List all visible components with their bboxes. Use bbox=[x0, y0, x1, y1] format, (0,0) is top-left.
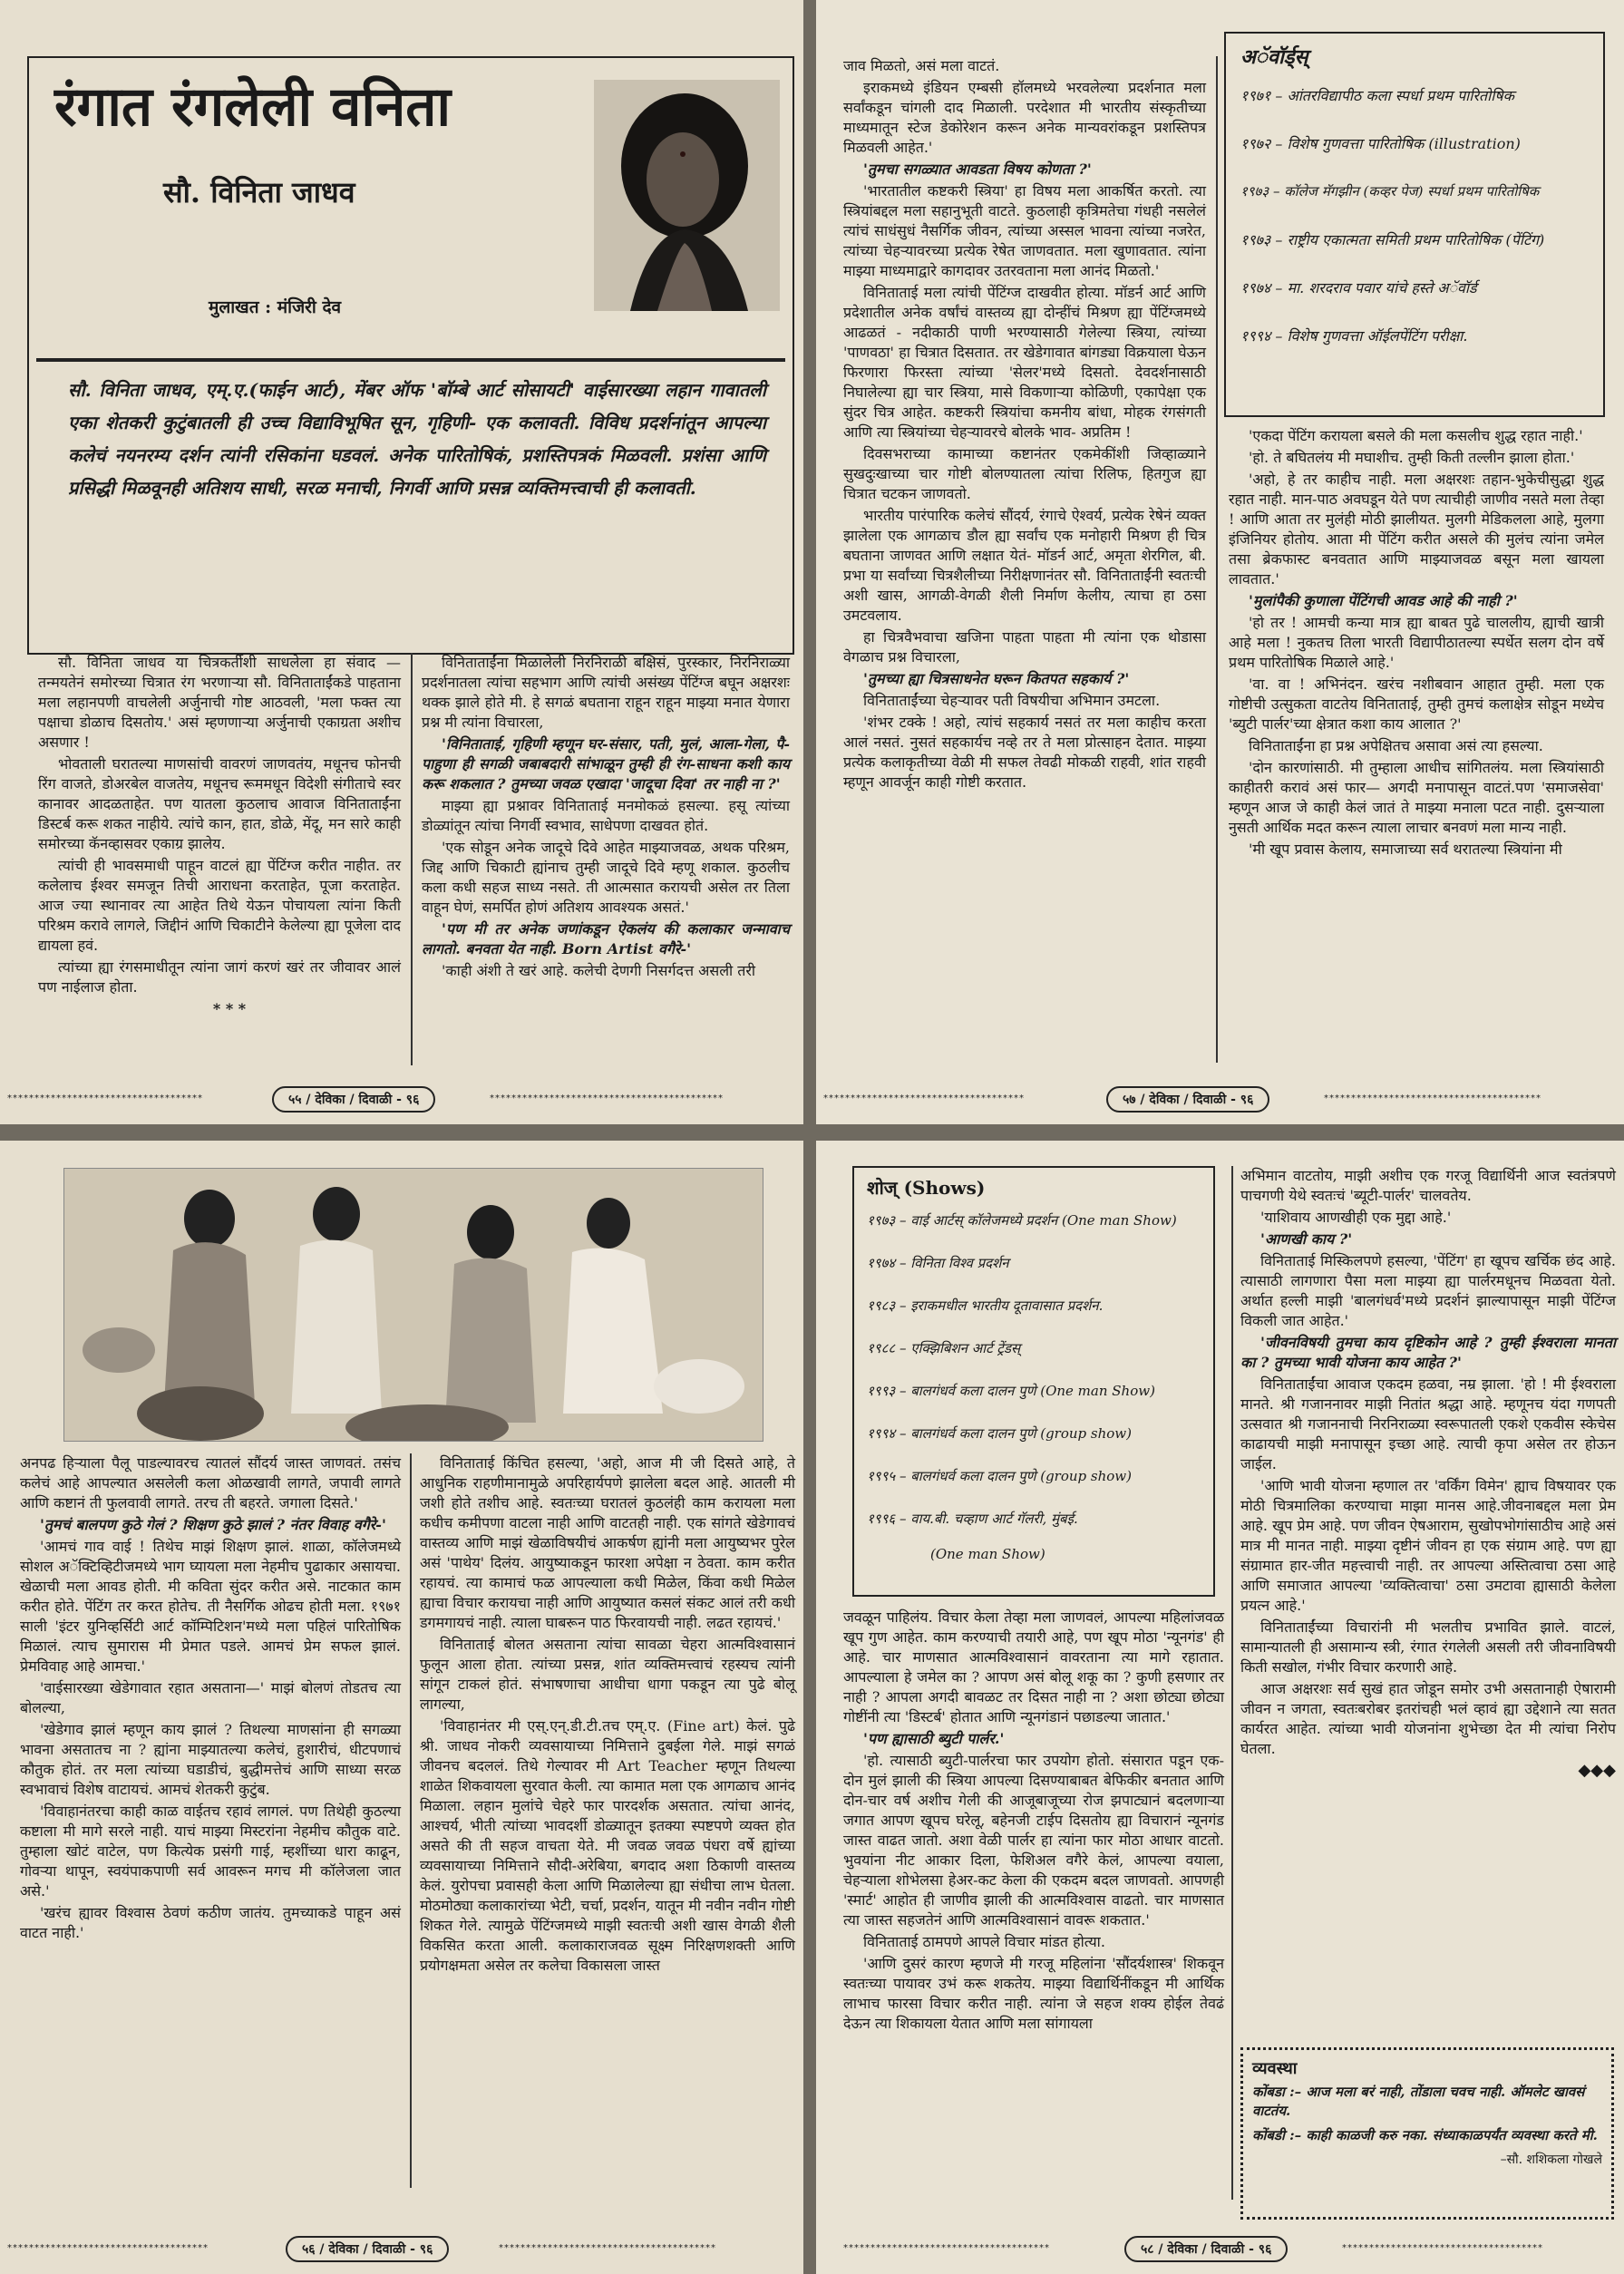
question: 'तुमचा सगळ्यात आवडता विषय कोणता ?' bbox=[863, 160, 1092, 178]
page-57 bbox=[816, 0, 1624, 1124]
paragraph: भारतीय पारंपारिक कलेचं सौंदर्य, रंगाचे ऐश्वर्य, प्रत्येक रेषेनं व्यक्त झालेला एक आगळाच डौल ह्या सर्वांच एक मनोहारी मिश्रण ही चित्र बघताना जाणवत आणि लक्षात येतं- मॉडर्न आर्ट, अमृता शेरगिल, बी. प्रभा या सर्वांच्या चित्रशैलीच्या निरीक्षणानंतर सौ. विनिताताईंनी स्वतःची अशी खास, आगळी-वेगळी शैली निर्माण केलीय, त्याचा हा ठसा उमटवलाय. bbox=[843, 507, 1206, 624]
award-item: १९७२ – विशेष गुणवत्ता पारितोषिक (illustration) bbox=[1240, 135, 1521, 152]
vyavastha-title: व्यवस्था bbox=[1252, 2059, 1298, 2078]
show-item: १९७४ – विनिता विश्व प्रदर्शन bbox=[867, 1255, 1009, 1271]
vyavastha-line: कोंबडी :– काही काळजी करु नका. संध्याकाळपर्यंत व्यवस्था करते मी. bbox=[1252, 2127, 1598, 2143]
paragraph: विनिताताईंना हा प्रश्न अपेक्षितच असावा असं त्या हसल्या. bbox=[1249, 737, 1543, 754]
paragraph: विनिताताईंच्या विचारांनी मी भलतीच प्रभावित झाले. वाटलं, सामान्यातली ही असामान्य स्त्री, रंगात रंगलेली असली तरी जीवनाविषयी किती सखोल, गंभीर विचार करणारी आहे. bbox=[1240, 1618, 1616, 1676]
paragraph: विनिताताई किंचित हसल्या, 'अहो, आज मी जी दिसते आहे, ते आधुनिक राहणीमानामुळे अपरिहार्यपणे झालेला बदल आहे. आतली मी जशी होते तशीच आहे. स्वतःच्या घरातलं कुठलंही काम करायला मला कधीच कमीपणा वाटला नाही आणि वाटतही नाही. एक सांगते खेडेगावचं वास्तव्य आणि माझं खेळाविषयीचं आकर्षण ह्यांनी मला आयुष्यभर पुरेल असं 'पाथेय' दिलंय. आयुष्याकडून फारशा अपेक्षा न ठेवता. काम करीत रहायचं. त्या कामाचं फळ आपल्याला कधी मिळेल, किंवा कधी मिळेल ह्याचा विचार करायचा नाही आणि आयुष्यात कसलं संकट आलं तरी कधी डगमगायचं नाही. त्याला घाबरून पाठ फिरवायची नाही. लढत रहायचं.' bbox=[420, 1454, 795, 1631]
paragraph: 'खेडेगाव झालं म्हणून काय झालं ? तिथल्या माणसांना ही सगळ्या भावना असतातच ना ? ह्यांना माझ्यातल्या कलेचं, हुशारीचं, धीटपणाचं कौतुक होतं. तर मला त्यांच्या घडाडीचं, बुद्धीमत्तेचं आणि साध्या सरळ स्वभावाचं विशेष वाटायचं. आमचं शेतकरी कुटुंब. bbox=[20, 1721, 401, 1798]
page-58 bbox=[816, 1141, 1624, 2274]
column-divider bbox=[1231, 1166, 1233, 2200]
page-number: ५६ / देविका / दिवाळी - ९६ bbox=[286, 2236, 449, 2262]
page-55 bbox=[0, 0, 803, 1124]
paragraph: विनिताताईंचा आवाज एकदम हळवा, नम्र झाला. 'हो ! मी ईश्वराला मानते. श्री गजाननावर माझी नितांत श्रद्धा आहे. म्हणूनच यंदा गणपती उत्सवात श्री गजाननाची निरनिराळ्या स्वरूपातली एकशे एकवीस स्केचेस काढायची माझी मनापासून इच्छा आहे. त्याची कृपा असेल तर होऊन जाईल. bbox=[1240, 1375, 1616, 1472]
show-item: १९८३ – इराकमधील भारतीय दूतावासात प्रदर्शन. bbox=[867, 1297, 1104, 1314]
paragraph: विनिताताईंच्या चेहऱ्यावर पती विषयीचा अभिमान उमटला. bbox=[863, 692, 1161, 709]
question: 'विनिताताई, गृहिणी म्हणून घर-संसार, पती, मुलं, आला-गेला, पै-पाहुणा ही सगळी जबाबदारी सांभाळून तुम्ही ही रंग-साधना कशी काय करू शकलात ? तुमच्या जवळ एखादा 'जादूचा दिवा' तर नाही ना ?' bbox=[422, 735, 790, 792]
page-number: ५५ / देविका / दिवाळी - ९६ bbox=[272, 1086, 435, 1113]
show-item-note: (One man Show) bbox=[930, 1546, 1045, 1562]
question: 'आणखी काय ?' bbox=[1260, 1230, 1353, 1248]
column-2 bbox=[420, 1453, 795, 1978]
paragraph: विनिताताई मला त्यांची पेंटिंग्ज दाखवीत होत्या. मॉडर्न आर्ट आणि प्रदेशातील अनेक वर्षांचं वास्तव्य ह्या दोन्हींचं मिश्रण ह्या पेंटिंग्जमध्ये आढळतं - नदीकाठी पाणी भरण्यासाठी गेलेल्या स्त्रिया, त्यांच्या 'पाणवठा' हा चित्रात दिसतात. तर खेडेगावात बांगड्या विक्रयाला घेऊन फिरणारा फिरस्ता त्यांच्या 'सेलर'मध्ये दिसतो. देवदर्शनासाठी निघालेल्या ह्या चार स्त्रिया, मासे विकणाऱ्या कोळिणी, एकापेक्षा एक सुंदर चित्र आहेत. कष्टकरी स्त्रियांचा कमनीय बांधा, मोहक रंगसंगती आणि त्या स्त्रियांच्या चेहऱ्यावरचे बोलके भाव- अप्रतिम ! bbox=[843, 284, 1206, 441]
vyavastha-author: –सौ. शशिकला गोखले bbox=[1500, 2153, 1602, 2167]
paragraph: हा चित्रवैभवाचा खजिना पाहता पाहता मी त्यांना एक थोडासा वेगळाच प्रश्न विचारला, bbox=[843, 628, 1206, 666]
paragraph: 'विवाहानंतर मी एस्.एन्.डी.टी.तच एम्.ए. (Fine art) केलं. पुढे श्री. जाधव नोकरी व्यवसायाच्या निमित्ताने दुबईला गेले. माझं सगळं जीवनच बदललं. तिथे गेल्यावर मी Art Teacher म्हणून तिथल्या शाळेत शिकवायला सुरवात केली. त्या कामात मला एक आगळाच आनंद मिळाला. लहान मुलांचे चेहरे फार पारदर्शक असतात. त्यांचा आनंद, आश्चर्य, भीती त्यांच्या भावदर्शी डोळ्यातून इतक्या स्पष्टपणे व्यक्त होत असते की ती सहज वाचता येते. मी जवळ जवळ पंधरा वर्षे ह्यांच्या व्यवसायाच्या निमित्ताने सौदी-अरेबिया, बगदाद अशा ठिकाणी वास्तव्य केलं. युरोपचा प्रवासही केला आणि मिळालेल्या ह्या संधीचा लाभ घेतला. मोठमोठ्या कलाकारांच्या भेटी, चर्चा, प्रदर्शन, यातून मी नवीन नवीन गोष्टी शिकत गेले. त्यामुळे पेंटिंग्जमध्ये माझी स्वतःची अशी खास वेगळी शैली विकसित करता आली. कलाकाराजवळ सूक्ष्म निरिक्षणशक्ती आणि प्रयोगक्षमता असेल तर कलेचा विकासला जास्त bbox=[420, 1717, 795, 1974]
portrait-image bbox=[594, 80, 780, 311]
paragraph: 'भारतातील कष्टकरी स्त्रिया' हा विषय मला आकर्षित करतो. त्या स्त्रियांबद्दल मला सहानुभूती वाटते. कुठलाही कृत्रिमतेचा गंधही नसलेलं त्यांचं साधंसुधं नैसर्गिक जीवन, त्यांच्या अस्सल भावना त्यांच्या नजरेत, त्यांच्या चेहऱ्यावरच्या प्रत्येक रेषेत जाणवतात. मला खुणावतात. त्यांना माझ्या माध्यमाद्वारे कागदावर उतरवताना मला आनंद मिळतो.' bbox=[843, 182, 1206, 279]
paragraph: इराकमध्ये इंडियन एम्बसी हॉलमध्ये भरवलेल्या प्रदर्शनात मला सर्वांकडून चांगली दाद मिळाली. परदेशात मी भारतीय संस्कृतीच्या माध्यमातून स्टेज डेकोरेशन करून अनेक मान्यवरांकडून प्रशस्तिपत्र मिळवली आहेत.' bbox=[843, 79, 1206, 156]
section-end: * * * bbox=[212, 1000, 247, 1017]
show-item: १९९५ – बालगंधर्व कला दालन पुणे (group show) bbox=[867, 1468, 1132, 1484]
award-item: १९७१ – आंतरविद्यापीठ कला स्पर्धा प्रथम पारितोषिक bbox=[1240, 87, 1514, 104]
paragraph: भोवताली घरातल्या माणसांची वावरणं जाणवतंय, मधूनच फोनची रिंग वाजते, डोअरबेल वाजतेय, मधूनच रूममधून विदेशी संगीताचे स्वर कानावर आदळताहेत. पण यातला कुठलाच आवाज विनिताताईंना डिस्टर्ब करू शकत नाहीये. त्यांचे कान, हात, डोळे, मेंदू, मन सारे काही समोरच्या कॅनव्हासवर एकाग्र झालेय. bbox=[38, 755, 401, 852]
paragraph: विनिताताई मिस्किलपणे हसल्या, 'पेंटिंग' हा खूपच खर्चिक छंद आहे. त्यासाठी लागणारा पैसा मला माझ्या ह्या पार्लरमधूनच मिळवता येतो. अर्थात हल्ली माझी 'बालगंधर्व'मध्ये प्रदर्शनं झाल्यापासून माझी पेंटिंग्ज विकली जात आहेत.' bbox=[1240, 1252, 1616, 1329]
shows-box bbox=[852, 1166, 1215, 1597]
article-title: रंगात रंगलेली वनिता bbox=[54, 75, 451, 139]
interviewer: मुलाखत : मंजिरी देव bbox=[209, 297, 342, 317]
awards-box bbox=[1224, 32, 1605, 417]
question: 'तुमच्या ह्या चित्रसाधनेत घरून कितपत सहकार्य ?' bbox=[863, 670, 1130, 687]
show-item: १९९३ – बालगंधर्व कला दालन पुणे (One man Show) bbox=[867, 1383, 1155, 1399]
paragraph: माझ्या ह्या प्रश्नावर विनिताताई मनमोकळं हसल्या. हसू त्यांच्या डोळ्यांतून त्यांचा निगर्वी स्वभाव, साधेपणा दाखवत होतं. bbox=[422, 797, 790, 834]
paragraph: जवळून पाहिलंय. विचार केला तेव्हा मला जाणवलं, आपल्या महिलांजवळ खूप गुण आहेत. काम करण्याची तयारी आहे, पण खूप मोठा 'न्यूनगंड' ही आहे. चार माणसात आत्मविश्वासानं वावरताना त्या मागे रहातात. आपल्याला हे जमेल का ? आपण असं बोलू शकू का ? कुणी हसणार तर नाही ? आपला अगदी बावळट तर दिसत नाही ना ? अशा छोट्या छोट्या गोष्टींनी त्या 'डिस्टर्ब' होतात आणि न्यूनगंडानं पछाडल्या जातात.' bbox=[843, 1608, 1224, 1725]
column-2 bbox=[422, 653, 790, 983]
question: 'तुमचं बालपण कुठे गेलं ? शिक्षण कुठे झालं ? नंतर विवाह वगैरे-' bbox=[40, 1516, 386, 1533]
paragraph: विनिताताई ठामपणे आपले विचार मांडत होत्या. bbox=[863, 1933, 1105, 1950]
paragraph: 'दोन कारणांसाठी. मी तुम्हाला आधीच सांगितलंय. मला स्त्रियांसाठी काहीतरी करावं असं फार— अगदी मनापासून वाटतं.पण 'समाजसेवा' म्हणून आज जे काही केलं जातं ते माझ्या मनाला पटत नाही. दुसऱ्याला नुसती आर्थिक मदत करून त्याला लाचार बनवणं मला मान्य नाही. bbox=[1229, 759, 1604, 836]
show-item: १९७३ – वाई आर्टस् कॉलेजमध्ये प्रदर्शन (One man Show) bbox=[867, 1212, 1177, 1229]
paragraph: 'मी खूप प्रवास केलाय, समाजाच्या सर्व थरातल्या स्त्रियांना मी bbox=[1249, 841, 1562, 858]
paragraph: 'विवाहानंतरचा काही काळ वाईतच रहावं लागलं. पण तिथेही कुठल्या कष्टाला मी मागे सरले नाही. याचं माझ्या मिस्टरांना नेहमीच कौतुक वाटे. तुम्हाला खोटं वाटेल, पण कित्येक प्रसंगी गाई, म्हशींच्या धारा काढून, गोवऱ्या थापून, स्वयंपाकपाणी सर्व आवरून मगच मी कॉलेजला जात असे.' bbox=[20, 1803, 401, 1900]
award-item: १९७४ – मा. शरदराव पवार यांचे हस्ते अॅवॉर्ड bbox=[1240, 279, 1477, 296]
vyavastha-line: कोंबडा :– आज मला बरं नाही, तोंडाला चवच नाही. ऑमलेट खावसं वाटतंय. bbox=[1252, 2084, 1585, 2119]
column-1 bbox=[843, 1608, 1224, 2036]
painting-image bbox=[64, 1169, 763, 1441]
section-end: ◆◆◆ bbox=[1578, 1761, 1616, 1780]
show-item: १९९६ – वाय.बी. चव्हाण आर्ट गॅलरी, मुंबई. bbox=[867, 1511, 1078, 1527]
title-divider bbox=[36, 358, 785, 362]
show-item: १९९४ – बालगंधर्व कला दालन पुणे (group show) bbox=[867, 1425, 1132, 1442]
column-divider bbox=[411, 653, 413, 1065]
paragraph: 'आणि भावी योजना म्हणाल तर 'वर्किंग विमेन' ह्याच विषयावर एक मोठी चित्रमालिका करण्याचा माझा मानस आहे.जीवनाबद्दल मला प्रेम आहे. खूप प्रेम आहे. पण जीवन ऐषआराम, सुखोपभोगांसाठीच आहे असं मात्र मी मानत नाही. माझ्या दृष्टीनं जीवन हा एक संग्राम आहे. पण ह्या संग्रामात हार-जीत महत्त्वाची नाही. तर आपल्या अस्तित्वाचा ठसा आहे आणि समाजात आपल्या 'व्यक्तित्वाचा' ठसा उमटावा ह्यासाठी केलेला प्रयत्न आहे.' bbox=[1240, 1477, 1616, 1614]
paragraph: 'आमचं गाव वाई ! तिथेच माझं शिक्षण झालं. शाळा, कॉलेजमध्ये सोशल अॅक्टिव्हिटीजमध्ये भाग घ्यायला मला नेहमीच पुढाकार असायचा. खेळाची मला आवड होती. मी कविता सुंदर करीत असे. नाटकात काम करीत होते. पेंटिंग तर करत होतेच. ती नैसर्गिक ओढच होती मला. १९७१ साली 'इंटर युनिव्हर्सिटी आर्ट कॉम्पिटिशन'मध्ये मला पहिलं पारितोषिक मिळालं. त्याच सुमारास मी प्रेमात पडले. आमचं प्रेम सफल झालं. प्रेमविवाह आहे आमचा.' bbox=[20, 1538, 401, 1675]
award-item: १९७३ – कॉलेज मॅगझीन (कव्हर पेज) स्पर्धा प्रथम पारितोषिक bbox=[1240, 183, 1540, 199]
column-2 bbox=[1240, 1166, 1616, 1783]
paragraph: विनिताताई बोलत असताना त्यांचा सावळा चेहरा आत्मविश्वासानं फुलून आला होता. त्यांच्या प्रसन्न, शांत व्यक्तिमत्त्वाचं रहस्यच त्यांनी सांगून टाकलं होतं. संभाषणाचा आधीचा धागा पकडून त्या पुढे बोलू लागल्या, bbox=[420, 1636, 795, 1713]
award-item: १९९४ – विशेष गुणवत्ता ऑईलपेंटिंग परीक्षा. bbox=[1240, 327, 1468, 345]
paragraph: जाव मिळतो, असं मला वाटतं. bbox=[843, 57, 1000, 74]
page-56 bbox=[0, 1141, 803, 2274]
paragraph: 'एक सोडून अनेक जादूचे दिवे आहेत माझ्याजवळ, अथक परिश्रम, जिद्द आणि चिकाटी ह्यांनाच तुम्ही जादूचे दिवे म्हणू शकाल. कुठलीच कला कधी सहज साध्य नसते. ती आत्मसात करायची असेल तर तिला वाहून घेणं, समर्पित होणं अतिशय आवश्यक असतं.' bbox=[422, 839, 790, 916]
awards-title: अॅवॉर्ड्स् bbox=[1240, 45, 1308, 69]
page-number: ५८ / देविका / दिवाळी - ९६ bbox=[1124, 2236, 1288, 2262]
column-1 bbox=[20, 1453, 401, 1945]
paragraph: 'याशिवाय आणखीही एक मुद्दा आहे.' bbox=[1260, 1209, 1452, 1226]
page-footer: ************************************* ५७ / देविका / दिवाळी - ९६ **************************************** bbox=[816, 1086, 1624, 1113]
paragraph: दिवसभराच्या कामाच्या कष्टानंतर एकमेकींशी जिव्हाळ्याने सुखदुःखाच्या चार गोष्टी बोलण्यातला त्यांचा रिलिफ, हितगुज ह्या चित्रात चटकन जाणवतो. bbox=[843, 445, 1206, 502]
painting-illustration bbox=[63, 1168, 763, 1442]
paragraph: 'अहो, हे तर काहीच नाही. मला अक्षरशः तहान-भुकेचीसुद्धा शुद्ध रहात नाही. मान-पाठ अवघडून येते पण त्याचीही जाणीव नसते मला तेव्हा ! आणि आता तर मुलंही मोठी झालीयत. मुलगी मेडिकलला आहे, मुलगा इंजिनियर होतोय. आता मी पेंटिंग करीत असले की मुलंच त्यांना जमेल तसा ब्रेकफास्ट बनवतात आणि माझ्याजवळ बसून मला खायला लावतात.' bbox=[1229, 471, 1604, 588]
question: 'पण मी तर अनेक जणांकडून ऐकलंय की कलाकार जन्मावाच लागतो. बनवता येत नाही. Born Artist वगैरे-' bbox=[422, 920, 790, 957]
author-portrait bbox=[594, 80, 780, 311]
paragraph: आज अक्षरशः सर्व सुखं हात जोडून समोर उभी असतानाही ऐषारामी जीवन न जगता, स्वतःबरोबर इतरांचही भलं व्हावं ह्या उद्देशाने त्या सतत कार्यरत आहेत. त्यांच्या भावी योजनांना शुभेच्छा देत मी त्यांचा निरोप घेतला. bbox=[1240, 1680, 1616, 1757]
paragraph: सौ. विनिता जाधव या चित्रकर्तीशी साधलेला हा संवाद — तन्मयतेनं समोरच्या चित्रात रंग भरणाऱ्या सौ. विनिताताईंकडे पाहताना मला लहानपणी वाचलेली अर्जुनाची गोष्ट आठवली, 'मला फक्त त्या पक्षाचा डोळाच दिसतोय.' असं म्हणणाऱ्या अर्जुनाची एकाग्रता अशीच असणार ! bbox=[38, 654, 401, 751]
page-footer: ************************************* ५६ / देविका / दिवाळी - ९६ **************************************** bbox=[0, 2236, 803, 2263]
question: 'पण ह्यासाठी ब्युटी पार्लर.' bbox=[863, 1730, 1005, 1747]
award-item: १९७३ – राष्ट्रीय एकात्मता समिती प्रथम पारितोषिक (पेंटिंग) bbox=[1240, 231, 1545, 248]
page-footer: ************************************** ५८ / देविका / दिवाळी - ९६ ************************************* bbox=[816, 2236, 1624, 2263]
paragraph: 'काही अंशी ते खरं आहे. कलेची देणगी निसर्गदत्त असली तरी bbox=[442, 962, 756, 979]
paragraph: 'वा. वा ! अभिनंदन. खरंच नशीबवान आहात तुम्ही. मला एक गोष्टीची उत्सुकता वाटतेय विनिताताई, तुम्ही तुमचं कलाक्षेत्र सोडून मध्येच 'ब्युटी पार्लर'च्या क्षेत्रात कशा काय आलात ?' bbox=[1229, 675, 1604, 733]
paragraph: त्यांच्या ह्या रंगसमाधीतून त्यांना जागं करणं खरं तर जीवावर आलं पण नाईलाज होता. bbox=[38, 958, 401, 996]
paragraph: 'वाईसारख्या खेडेगावात रहात असताना—' माझं बोलणं तोडतच त्या बोलल्या, bbox=[20, 1679, 401, 1716]
intro-text: सौ. विनिता जाधव, एम्.ए.(फाईन आर्ट), मेंबर ऑफ 'बॉम्बे आर्ट सोसायटी' वाईसारख्या लहान गावातली एका शेतकरी कुटुंबातली ही उच्च विद्याविभूषित सून, गृहिणी- एक कलावती. विविध प्रदर्शनांतून आपल्या कलेचं नयनरम्य दर्शन त्यांनी रसिकांना घडवलं. अनेक पारितोषिकं, प्रशस्तिपत्रकं मिळवली. प्रशंसा आणि प्रसिद्धी मिळवूनही अतिशय साधी, सरळ मनाची, निगर्वी आणि प्रसन्न व्यक्तिमत्त्वाची ही कलावती. bbox=[68, 379, 766, 499]
column-divider bbox=[1216, 56, 1218, 1063]
column-divider bbox=[410, 1453, 412, 2188]
shows-title: शोज् (Shows) bbox=[867, 1177, 986, 1199]
paragraph: विनिताताईंना मिळालेली निरनिराळी बक्षिसं, पुरस्कार, निरनिराळ्या प्रदर्शनातला त्यांचा सहभाग आणि त्यांची असंख्य पेंटिंग्ज बघून अक्षरशः थक्क झाले होते मी. हे सगळं बघताना राहून राहून माझ्या मनात येणारा प्रश्न मी त्यांना विचारला, bbox=[422, 654, 790, 731]
paragraph: 'आणि दुसरं कारण म्हणजे मी गरजू महिलांना 'सौंदर्यशास्त्र' शिकवून स्वतःच्या पायावर उभं करू शकतेय. माझ्या विद्यार्थिनींकडून मी आर्थिक लाभाच फारसा विचार करीत नाही. त्यांना जे सहज शक्य होईल तेवढं देऊन त्या शिकायला येतात आणि मला सांगायला bbox=[843, 1955, 1224, 2032]
paragraph: 'हो. ते बघितलंय मी मघाशीच. तुम्ही किती तल्लीन झाला होता.' bbox=[1249, 449, 1575, 466]
paragraph: 'खरंच ह्यावर विश्वास ठेवणं कठीण जातंय. तुमच्याकडे पाहून असं वाटत नाही.' bbox=[20, 1904, 401, 1941]
paragraph: 'एकदा पेंटिंग करायला बसले की मला कसलीच शुद्ध रहात नाही.' bbox=[1249, 427, 1583, 444]
paragraph: अनपढ हिऱ्याला पैलू पाडल्यावरच त्यातलं सौंदर्य जास्त जाणवतं. तसंच कलेचं आहे आपल्यात असलेली कला ओळखावी लागते, जपावी लागते आणि कष्टानं ती फुलवावी लागते. तरच ती बहरते. जगाला दिसते.' bbox=[20, 1454, 401, 1511]
column-2 bbox=[1229, 426, 1604, 861]
paragraph: 'हो. त्यासाठी ब्युटी-पार्लरचा फार उपयोग होतो. संसारात पडून एक-दोन मुलं झाली की स्त्रिया आपल्या दिसण्याबाबत बेफिकीर बनतात आणि दोन-चार वर्ष अशीच गेली की आजूबाजूच्या रोज झपाट्यानं बदलणाऱ्या जगात आपण खूपच घरेलू, बहेनजी टाईप दिसतोय ह्या विचारानं न्यूनगंड जास्त वाढत जातो. अशा वेळी पार्लर हा त्यांना फार मोठा आधार वाटतो. भुवयांना नीट आकार दिला, फेशिअल वगैरे केलं, आपल्या वयाला, चेहऱ्याला शोभेलसा हेअर-कट केला की एकदम बदल जाणवतो. आपणही 'स्मार्ट' आहोत ही जाणीव झाली की आत्मविश्वास वाढतो. चार माणसात त्या जास्त सहजतेनं आणि आत्मविश्वासानं वावरू शकतात.' bbox=[843, 1752, 1224, 1929]
question: 'मुलांपैकी कुणाला पेंटिंगची आवड आहे की नाही ?' bbox=[1249, 592, 1518, 609]
paragraph: त्यांची ही भावसमाधी पाहून वाटलं ह्या पेंटिंग्ज करीत नाहीत. तर कलेलाच ईश्वर समजून तिची आराधना करताहेत, पूजा करताहेत. आज ज्या स्थानावर त्या आहेत तिथे येऊन पोचायला त्यांना किती परिश्रम करावे लागले, जिद्दीनं आणि चिकाटीने केलेल्या ह्या पूजेला दाद द्यायला हवं. bbox=[38, 857, 401, 954]
show-item: १९८८ – एक्झिबिशन आर्ट ट्रेंडस् bbox=[867, 1340, 1021, 1356]
question: 'जीवनविषयी तुमचा काय दृष्टिकोन आहे ? तुम्ही ईश्वराला मानता का ? तुमच्या भावी योजना काय आहेत ?' bbox=[1240, 1334, 1616, 1371]
article-byline: सौ. विनिता जाधव bbox=[163, 175, 355, 209]
column-1 bbox=[843, 56, 1206, 794]
vyavastha-box bbox=[1240, 2047, 1614, 2220]
paragraph: अभिमान वाटतोय, माझी अशीच एक गरजू विद्यार्थिनी आज स्वतंत्रपणे पाचगणी येथे स्वतःचं 'ब्यूटी-पार्लर' चालवतेय. bbox=[1240, 1167, 1616, 1204]
paragraph: 'हो तर ! आमची कन्या मात्र ह्या बाबत पुढे चाललीय, ह्याची खात्री आहे मला ! नुकतच तिला भारती विद्यापीठातल्या स्पर्धेत सलग दोन वर्षे प्रथम पारितोषिक मिळाले आहे.' bbox=[1229, 614, 1604, 671]
paragraph: 'शंभर टक्के ! अहो, त्यांचं सहकार्य नसतं तर मला काहीच करता आलं नसतं. नुसतं सहकार्यच नव्हे तर ते मला प्रोत्साहन देतात. माझ्या प्रत्येक कलाकृतीच्या वेळी मी सफल तेवढी मोकळी राहवी, शांत राहवी म्हणून आवर्जून काही गोष्टी करतात. bbox=[843, 714, 1206, 791]
page-footer: ************************************ ५५ / देविका / दिवाळी - ९६ ******************************************* bbox=[0, 1086, 803, 1113]
column-1 bbox=[38, 653, 401, 1021]
page-number: ५७ / देविका / दिवाळी - ९६ bbox=[1106, 1086, 1269, 1113]
